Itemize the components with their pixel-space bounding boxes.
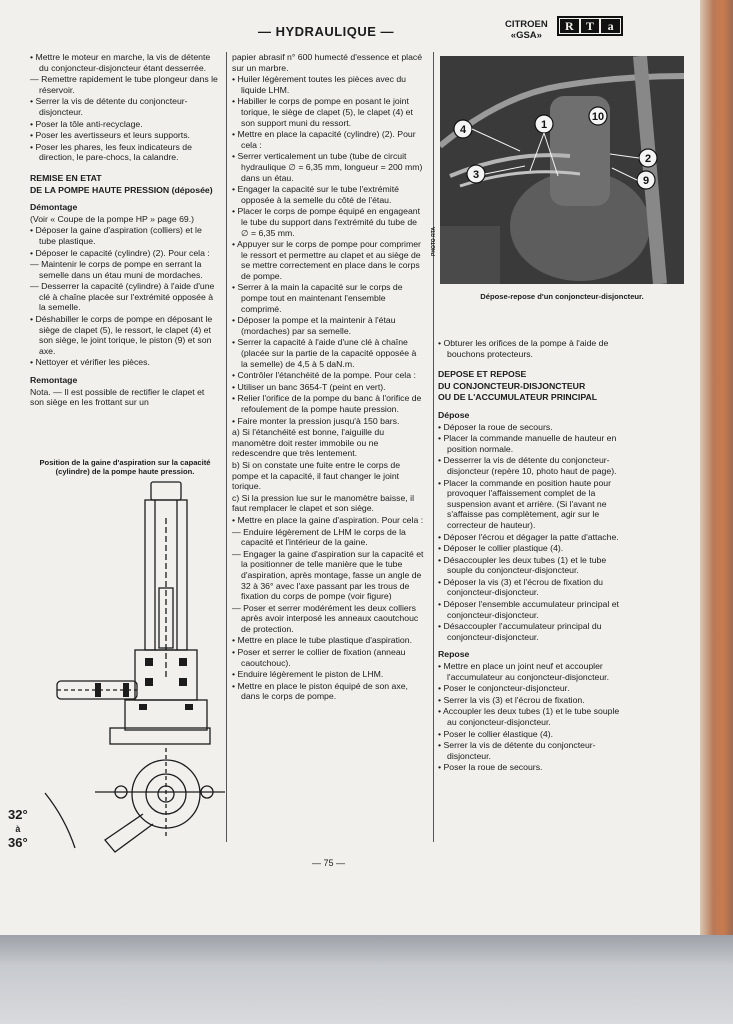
list-item: • Serrer la vis de détente du conjoncteur-disjoncteur. xyxy=(438,740,596,761)
list-item: — Remettre rapidement le tube plongeur dans le réservoir. xyxy=(30,74,218,95)
list-item: • Poser et serrer le collier de fixation (anneau caoutchouc). xyxy=(232,647,406,668)
sub-heading: Démontage xyxy=(30,202,78,213)
list-item: • Serrer à la main la capacité sur le corps de pompe tout en maintenant l'ensemble comprimé. xyxy=(232,282,403,314)
paragraph: papier abrasif n° 600 humecté d'essence et placé sur un marbre. xyxy=(232,52,423,73)
list-item: • Serrer la vis (3) et l'écrou de fixation. xyxy=(438,694,585,705)
column-rule-right xyxy=(433,52,434,842)
list-item: • Relier l'orifice de la pompe du banc à l'orifice de refoulement de la pompe haute pression. xyxy=(232,393,422,414)
list-item: — Engager la gaine d'aspiration sur la capacité et la positionner de telle manière que le tube d'aspiration, après montage, fasse un angle de 32 à 36° avec l'axe passant par les trous de fixation du corps de pompe (voir figure) xyxy=(232,548,424,602)
photo-credit: PHOTO RTA xyxy=(431,227,437,256)
column-right xyxy=(438,338,628,774)
engine-bay-illustration xyxy=(440,56,684,284)
angle-min: 32° xyxy=(8,807,28,822)
callout-3: 3 xyxy=(472,169,480,181)
section-heading: REMISE EN ETAT xyxy=(30,172,102,183)
list-item: • Utiliser un banc 3654-T (peint en vert). xyxy=(232,381,386,392)
list-item: — Maintenir le corps de pompe en serrant la semelle dans un étau muni de mordaches. xyxy=(30,259,203,280)
sub-heading: Repose xyxy=(438,649,470,660)
brand-label xyxy=(505,19,548,41)
list-item: • Accoupler les deux tubes (1) et le tube souple au conjoncteur-disjoncteur. xyxy=(438,706,620,727)
column-middle xyxy=(232,52,425,703)
list-item: • Serrer la vis de détente du conjoncteur-disjoncteur. xyxy=(30,96,188,117)
list-item: • Placer le corps de pompe équipé en engageant le tube du support dans l'extrémité du tube de ∅ = 6,35 mm. xyxy=(232,206,421,238)
list-item: • Mettre le moteur en marche, la vis de détente du conjoncteur-disjoncteur étant desserrée. xyxy=(30,52,211,73)
list-item: • Serrer verticalement un tube (tube de circuit hydraulique ∅ = 6,35 mm, longueur = 200 mm) dans un étau. xyxy=(232,151,423,183)
section-heading-line: DU CONJONCTEUR-DISJONCTEUR xyxy=(438,380,586,391)
list-item: • Déposer l'ensemble accumulateur principal et conjoncteur-disjoncteur. xyxy=(438,599,619,620)
page-edge xyxy=(700,0,733,935)
callout-9: 9 xyxy=(642,175,650,187)
figure-caption: Position de la gaine d'aspiration sur la capacité (cylindre) de la pompe haute pression. xyxy=(39,458,211,476)
column-left xyxy=(30,52,220,409)
callout-2: 2 xyxy=(644,153,652,165)
rta-logo xyxy=(557,16,623,36)
list-item: • Habiller le corps de pompe en posant le joint torique, le siège de clapet (5), le clapet (4) et son support muni du ressort. xyxy=(232,96,413,128)
list-item: • Poser les phares, les feux indicateurs de direction, le pare-chocs, la calandre. xyxy=(30,141,192,163)
list-item: • Mettre en place un joint neuf et accoupler l'accumulateur au conjoncteur-disjoncteur. xyxy=(438,661,609,682)
angle-max: 36° xyxy=(8,835,28,850)
list-item: • Désaccoupler l'accumulateur principal du conjoncteur-disjoncteur. xyxy=(438,621,602,642)
callout-4: 4 xyxy=(459,124,467,136)
list-item: • Déshabiller le corps de pompe en déposant le siège de clapet (5), le ressort, le clapet (4) et son siège, le joint torique, le piston (9) et son axe. xyxy=(30,314,213,356)
list-item: • Appuyer sur le corps de pompe pour comprimer le ressort et permettre au clapet et au siège de se mettre correctement en place dans le corps de pompe. xyxy=(232,239,421,281)
list-item: • Enduire légèrement le piston de LHM. xyxy=(232,669,384,680)
logo-letter-t: T xyxy=(581,19,600,33)
list-item: • Huiler légèrement toutes les pièces avec du liquide LHM. xyxy=(232,74,406,95)
callout-10: 10 xyxy=(591,111,605,123)
list-item: • Déposer la gaine d'aspiration (colliers) et le tube plastique. xyxy=(30,225,202,246)
pump-cross-section-drawing xyxy=(35,478,230,863)
list-item: • Déposer la vis (3) et l'écrou de fixation du conjoncteur-disjoncteur. xyxy=(438,576,604,598)
list-item: — Desserrer la capacité (cylindre) à l'aide d'une clé à chaîne placée sur l'extrémité opposée à la semelle. xyxy=(30,281,215,313)
section-heading-line: DE LA POMPE HAUTE PRESSION (déposée) xyxy=(30,184,213,195)
list-item: • Déposer l'écrou et dégager la patte d'attache. xyxy=(438,531,619,542)
list-item: • Mettre en place le piston équipé de son axe, dans le corps de pompe. xyxy=(232,680,408,702)
list-item: • Déposer le collier plastique (4). xyxy=(438,543,564,554)
list-item: • Serrer la capacité à l'aide d'une clé à chaîne (placée sur la partie de la capacité opposée à la semelle) de 4,5 à 5 daN.m. xyxy=(232,337,417,369)
list-item: • Mettre en place la capacité (cylindre) (2). Pour cela : xyxy=(232,129,416,150)
logo-letter-a: a xyxy=(601,19,620,33)
list-item: • Faire monter la pression jusqu'à 150 bars. xyxy=(232,415,400,426)
callout-1: 1 xyxy=(540,119,548,131)
list-item: • Mettre en place le tube plastique d'aspiration. xyxy=(232,635,413,646)
paragraph: c) Si la pression lue sur le manomètre baisse, il faut remplacer le clapet et son siège. xyxy=(232,492,415,514)
sub-heading: Dépose xyxy=(438,409,470,420)
list-item: • Désaccoupler les deux tubes (1) et le tube souple du conjoncteur-disjoncteur. xyxy=(438,554,607,576)
list-item: • Mettre en place la gaine d'aspiration. Pour cela : xyxy=(232,514,424,525)
list-item: • Placer la commande manuelle de hauteur en position normale. xyxy=(438,433,617,454)
list-item: • Déposer la roue de secours. xyxy=(438,421,553,432)
list-item: • Déposer la pompe et la maintenir à l'étau (mordaches) par sa semelle. xyxy=(232,315,396,336)
section-heading-line: OU DE L'ACCUMULATEUR PRINCIPAL xyxy=(438,392,598,403)
list-item: • Desserrer la vis de détente du conjoncteur-disjoncteur (repère 10, photo haut de page). xyxy=(438,455,617,476)
paragraph: a) Si l'étanchéité est bonne, l'aiguille du manomètre doit rester immobile ou ne redescendre que très lentement. xyxy=(232,427,385,459)
page-number: — 75 — xyxy=(312,858,346,868)
section-heading: DEPOSE ET REPOSE xyxy=(438,369,527,380)
list-item: • Poser le collier élastique (4). xyxy=(438,728,554,739)
angle-label xyxy=(8,808,28,850)
photo-caption: Dépose-repose d'un conjoncteur-disjoncteur. xyxy=(480,292,644,301)
list-item: — Poser et serrer modérément les deux colliers après avoir interposé les anneaux caoutchouc de protection. xyxy=(232,602,419,634)
list-item: • Déposer le capacité (cylindre) (2). Pour cela : xyxy=(30,247,210,258)
brand-name: CITROEN xyxy=(505,19,548,30)
list-item: • Poser la roue de secours. xyxy=(438,762,543,773)
list-item: • Contrôler l'étanchéité de la pompe. Pour cela : xyxy=(232,370,416,381)
conjoncteur-photo xyxy=(440,56,684,284)
list-item: • Poser la tôle anti-recyclage. xyxy=(30,118,143,129)
paragraph: Nota. — Il est possible de rectifier le clapet et son siège en les frottant sur un xyxy=(30,386,205,408)
list-item: • Poser le conjoncteur-disjoncteur. xyxy=(438,683,570,694)
section-title: — HYDRAULIQUE — xyxy=(258,24,395,39)
list-item: • Placer la commande en position haute pour provoquer l'affaissement complet de la suspension avant et arrière. (Si l'avant ne s'affaisse pas complètement, agir sur le correcteur de hauteur). xyxy=(438,477,612,530)
brand-model: «GSA» xyxy=(510,30,542,41)
sub-heading: Remontage xyxy=(30,375,78,386)
list-item: • Poser les avertisseurs et leurs supports. xyxy=(30,130,190,141)
paragraph: b) Si on constate une fuite entre le corps de pompe et la capacité, il faut changer le joint torique. xyxy=(232,459,401,492)
logo-letter-r: R xyxy=(560,19,579,33)
list-item: • Obturer les orifices de la pompe à l'aide de bouchons protecteurs. xyxy=(438,338,609,359)
list-item: — Enduire légèrement de LHM le corps de la capacité et l'intérieur de la gaine. xyxy=(232,526,406,548)
list-item: • Engager la capacité sur le tube l'extrémité opposée à la semelle du côté de l'étau. xyxy=(232,184,399,205)
scan-background xyxy=(0,935,733,1024)
paragraph: (Voir « Coupe de la pompe HP » page 69.) xyxy=(30,213,195,224)
list-item: • Nettoyer et vérifier les pièces. xyxy=(30,357,150,368)
angle-separator: à xyxy=(15,824,21,834)
